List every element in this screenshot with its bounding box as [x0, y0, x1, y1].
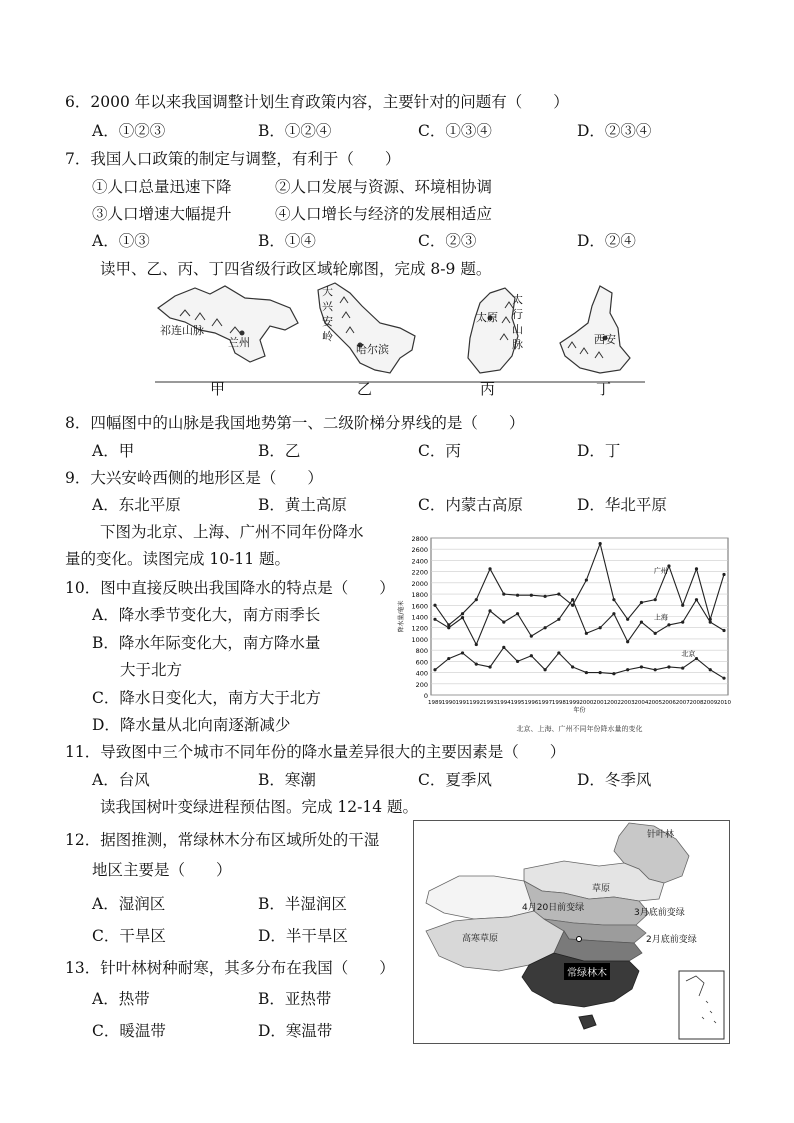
- x-tick-label: 1990: [441, 700, 456, 706]
- series-point: [599, 626, 602, 629]
- series-point: [681, 666, 684, 669]
- province-bing-outline: [468, 288, 518, 373]
- x-tick-label: 2006: [661, 700, 676, 706]
- series-point: [640, 621, 643, 624]
- q11-stem: 11．导致图中三个城市不同年份的降水量差异很大的主要因素是（ ）: [65, 743, 566, 761]
- label-mar: 3月底前变绿: [634, 908, 685, 918]
- q7-option-c: C．②③: [418, 232, 477, 250]
- series-point: [571, 598, 574, 601]
- y-tick-label: 2600: [411, 546, 428, 555]
- q9-option-a: A．东北平原: [92, 496, 181, 514]
- series-point: [571, 604, 574, 607]
- series-label: 上海: [653, 613, 668, 622]
- intro-10-11-line1: 下图为北京、上海、广州不同年份降水: [100, 523, 364, 541]
- label-bing: 丙: [480, 380, 496, 398]
- series-point: [681, 604, 684, 607]
- y-tick-label: 800: [415, 647, 428, 656]
- label-jia: 甲: [210, 380, 226, 398]
- series-point: [640, 601, 643, 604]
- q10-option-b: B．降水年际变化大，南方降水量: [92, 634, 321, 652]
- x-tick-label: 2004: [634, 700, 649, 706]
- series-point: [709, 621, 712, 624]
- label-grassland: 草原: [592, 884, 611, 894]
- q8-option-d: D．丁: [577, 442, 621, 460]
- series-point: [722, 573, 725, 576]
- q13-option-b: B．亚热带: [258, 990, 332, 1008]
- x-tick-label: 2001: [593, 700, 608, 706]
- q6-option-c: C．①③④: [418, 122, 492, 140]
- q8-option-c: C．丙: [418, 442, 461, 460]
- series-point: [530, 594, 533, 597]
- series-point: [654, 668, 657, 671]
- series-point: [475, 663, 478, 666]
- series-point: [447, 626, 450, 629]
- label-evergreen: 常绿林木: [564, 963, 610, 980]
- series-point: [502, 621, 505, 624]
- q11-option-d: D．冬季风: [577, 771, 652, 789]
- x-tick-label: 1991: [455, 700, 470, 706]
- x-tick-label: 1998: [551, 700, 566, 706]
- map-bing-mountain: 太 行 山 脉: [512, 293, 523, 351]
- series-label: 北京: [681, 649, 696, 658]
- map-bing-city: 太原: [476, 311, 498, 324]
- series-point: [667, 665, 670, 668]
- chart-title: 北京、上海、广州不同年份降水量的变化: [516, 725, 643, 733]
- series-point: [488, 609, 491, 612]
- q11-option-c: C．夏季风: [418, 771, 492, 789]
- q9-option-b: B．黄土高原: [258, 496, 347, 514]
- map-ding-city: 西安: [594, 333, 616, 346]
- series-point: [709, 668, 712, 671]
- q8-option-a: A．甲: [92, 442, 135, 460]
- series-label: 广州: [653, 566, 668, 575]
- series-point: [599, 671, 602, 674]
- series-point: [530, 654, 533, 657]
- y-tick-label: 2400: [411, 557, 428, 566]
- series-point: [571, 665, 574, 668]
- x-tick-label: 1997: [538, 700, 553, 706]
- series-point: [433, 668, 436, 671]
- q6-option-a: A．①②③: [92, 122, 166, 140]
- y-axis-label: 降水量/毫米: [398, 600, 405, 633]
- series-point: [433, 618, 436, 621]
- series-point: [640, 665, 643, 668]
- series-point: [461, 616, 464, 619]
- y-tick-label: 2000: [411, 579, 428, 588]
- series-point: [475, 643, 478, 646]
- series-point: [461, 612, 464, 615]
- series-point: [475, 598, 478, 601]
- label-yi: 乙: [357, 380, 373, 398]
- q12-option-a: A．湿润区: [92, 895, 166, 913]
- q7-option-b: B．①④: [258, 232, 316, 250]
- x-tick-label: 2003: [620, 700, 635, 706]
- series-point: [654, 632, 657, 635]
- q12-stem-line1: 12．据图推测，常绿林木分布区域所处的干湿: [65, 831, 380, 849]
- x-tick-label: 1989: [428, 700, 442, 706]
- series-point: [488, 567, 491, 570]
- q7-item-1: ①人口总量迅速下降: [92, 178, 232, 196]
- series-point: [585, 671, 588, 674]
- q8-option-b: B．乙: [258, 442, 301, 460]
- intro-10-11-line2: 量的变化。读图完成 10-11 题。: [65, 550, 291, 568]
- x-tick-label: 2005: [648, 700, 663, 706]
- y-tick-label: 1400: [411, 613, 428, 622]
- series-point: [599, 542, 602, 545]
- series-point: [557, 592, 560, 595]
- precipitation-line-chart: [393, 530, 733, 735]
- q7-item-2: ②人口发展与资源、环境相协调: [275, 178, 493, 196]
- x-tick-label: 2000: [579, 700, 594, 706]
- x-axis-label: 年份: [573, 707, 586, 714]
- q8-stem: 8．四幅图中的山脉是我国地势第一、二级阶梯分界线的是（ ）: [65, 414, 525, 432]
- map-jia-city: 兰州: [228, 336, 250, 349]
- y-tick-label: 1800: [411, 591, 428, 600]
- series-point: [654, 598, 657, 601]
- series-point: [557, 651, 560, 654]
- intro-12-14: 读我国树叶变绿进程预估图。完成 12-14 题。: [100, 798, 419, 816]
- label-apr20: 4月20日前变绿: [522, 903, 585, 913]
- y-tick-label: 400: [415, 669, 428, 678]
- series-point: [557, 618, 560, 621]
- q7-option-d: D．②④: [577, 232, 636, 250]
- q7-option-a: A．①③: [92, 232, 150, 250]
- q10-stem: 10．图中直接反映出我国降水的特点是（ ）: [65, 579, 395, 597]
- series-point: [681, 621, 684, 624]
- series-point: [585, 632, 588, 635]
- x-tick-label: 1994: [496, 700, 511, 706]
- q6-option-d: D．②③④: [577, 122, 652, 140]
- series-point: [516, 660, 519, 663]
- x-tick-label: 1993: [483, 700, 498, 706]
- y-tick-label: 1200: [411, 624, 428, 633]
- q10-option-d: D．降水量从北向南逐渐减少: [92, 716, 291, 734]
- series-point: [488, 665, 491, 668]
- x-tick-label: 1995: [510, 700, 525, 706]
- series-point: [585, 578, 588, 581]
- x-tick-label: 1992: [469, 700, 484, 706]
- y-tick-label: 0: [423, 692, 428, 700]
- q12-stem-line2: 地区主要是（ ）: [92, 861, 232, 879]
- y-tick-label: 600: [415, 658, 428, 667]
- q9-option-d: D．华北平原: [577, 496, 667, 514]
- q10-option-b-cont: 大于北方: [120, 661, 183, 679]
- series-point: [516, 594, 519, 597]
- map-yi-mountain: 大 兴 安 岭: [322, 285, 333, 343]
- q6-option-b: B．①②④: [258, 122, 332, 140]
- series-point: [502, 646, 505, 649]
- series-point: [502, 592, 505, 595]
- series-point: [626, 618, 629, 621]
- q12-option-c: C．干旱区: [92, 927, 166, 945]
- q9-stem: 9．大兴安岭西侧的地形区是（ ）: [65, 469, 323, 487]
- series-point: [516, 612, 519, 615]
- q12-option-d: D．半干旱区: [258, 927, 348, 945]
- y-tick-label: 1000: [411, 635, 428, 644]
- series-point: [461, 651, 464, 654]
- q10-option-a: A．降水季节变化大，南方雨季长: [92, 606, 321, 624]
- q7-item-4: ④人口增长与经济的发展相适应: [275, 205, 493, 223]
- q7-item-3: ③人口增速大幅提升: [92, 205, 232, 223]
- q7-stem: 7．我国人口政策的制定与调整，有利于（ ）: [65, 150, 401, 168]
- series-point: [447, 657, 450, 660]
- series-point: [667, 623, 670, 626]
- map-yi-city: 哈尔滨: [356, 343, 389, 356]
- province-ding-outline: [560, 286, 630, 373]
- q13-option-a: A．热带: [92, 990, 150, 1008]
- series-point: [722, 677, 725, 680]
- province-outline-maps: [150, 278, 650, 388]
- q9-option-c: C．内蒙古高原: [418, 496, 523, 514]
- x-tick-label: 1996: [524, 700, 539, 706]
- series-point: [447, 623, 450, 626]
- x-tick-label: 2009: [703, 700, 718, 706]
- series-point: [626, 668, 629, 671]
- series-point: [626, 640, 629, 643]
- label-ding: 丁: [596, 380, 612, 398]
- q13-option-d: D．寒温带: [258, 1022, 333, 1040]
- label-feb: 2月底前变绿: [646, 935, 697, 945]
- series-point: [433, 604, 436, 607]
- label-plateau: 高寒草原: [462, 934, 499, 944]
- q12-option-b: B．半湿润区: [258, 895, 347, 913]
- q10-option-c: C．降水日变化大，南方大于北方: [92, 689, 321, 707]
- series-point: [695, 567, 698, 570]
- y-tick-label: 1600: [411, 602, 428, 611]
- x-tick-label: 2010: [717, 700, 731, 706]
- series-point: [612, 672, 615, 675]
- series-point: [612, 598, 615, 601]
- series-point: [695, 598, 698, 601]
- series-point: [543, 595, 546, 598]
- x-tick-label: 1999: [565, 700, 580, 706]
- q13-stem: 13．针叶林树种耐寒，其多分布在我国（ ）: [65, 959, 395, 977]
- series-point: [530, 635, 533, 638]
- x-tick-label: 2007: [675, 700, 690, 706]
- y-tick-label: 2800: [411, 535, 428, 543]
- x-tick-label: 2008: [689, 700, 704, 706]
- q11-option-b: B．寒潮: [258, 771, 316, 789]
- label-conifer: 针叶林: [647, 830, 675, 840]
- y-tick-label: 2200: [411, 568, 428, 577]
- series-point: [543, 626, 546, 629]
- series-point: [722, 629, 725, 632]
- series-point: [543, 668, 546, 671]
- y-tick-label: 200: [415, 680, 428, 689]
- series-point: [612, 612, 615, 615]
- leaf-greening-map: [413, 820, 730, 1044]
- x-tick-label: 2002: [606, 700, 621, 706]
- q11-option-a: A．台风: [92, 771, 150, 789]
- map-jia-mountain: 祁连山脉: [160, 324, 204, 337]
- q13-option-c: C．暖温带: [92, 1022, 166, 1040]
- intro-8-9: 读甲、乙、丙、丁四省级行政区域轮廓图，完成 8-9 题。: [100, 260, 492, 278]
- q6-stem: 6．2000 年以来我国调整计划生育政策内容，主要针对的问题有（ ）: [65, 93, 569, 111]
